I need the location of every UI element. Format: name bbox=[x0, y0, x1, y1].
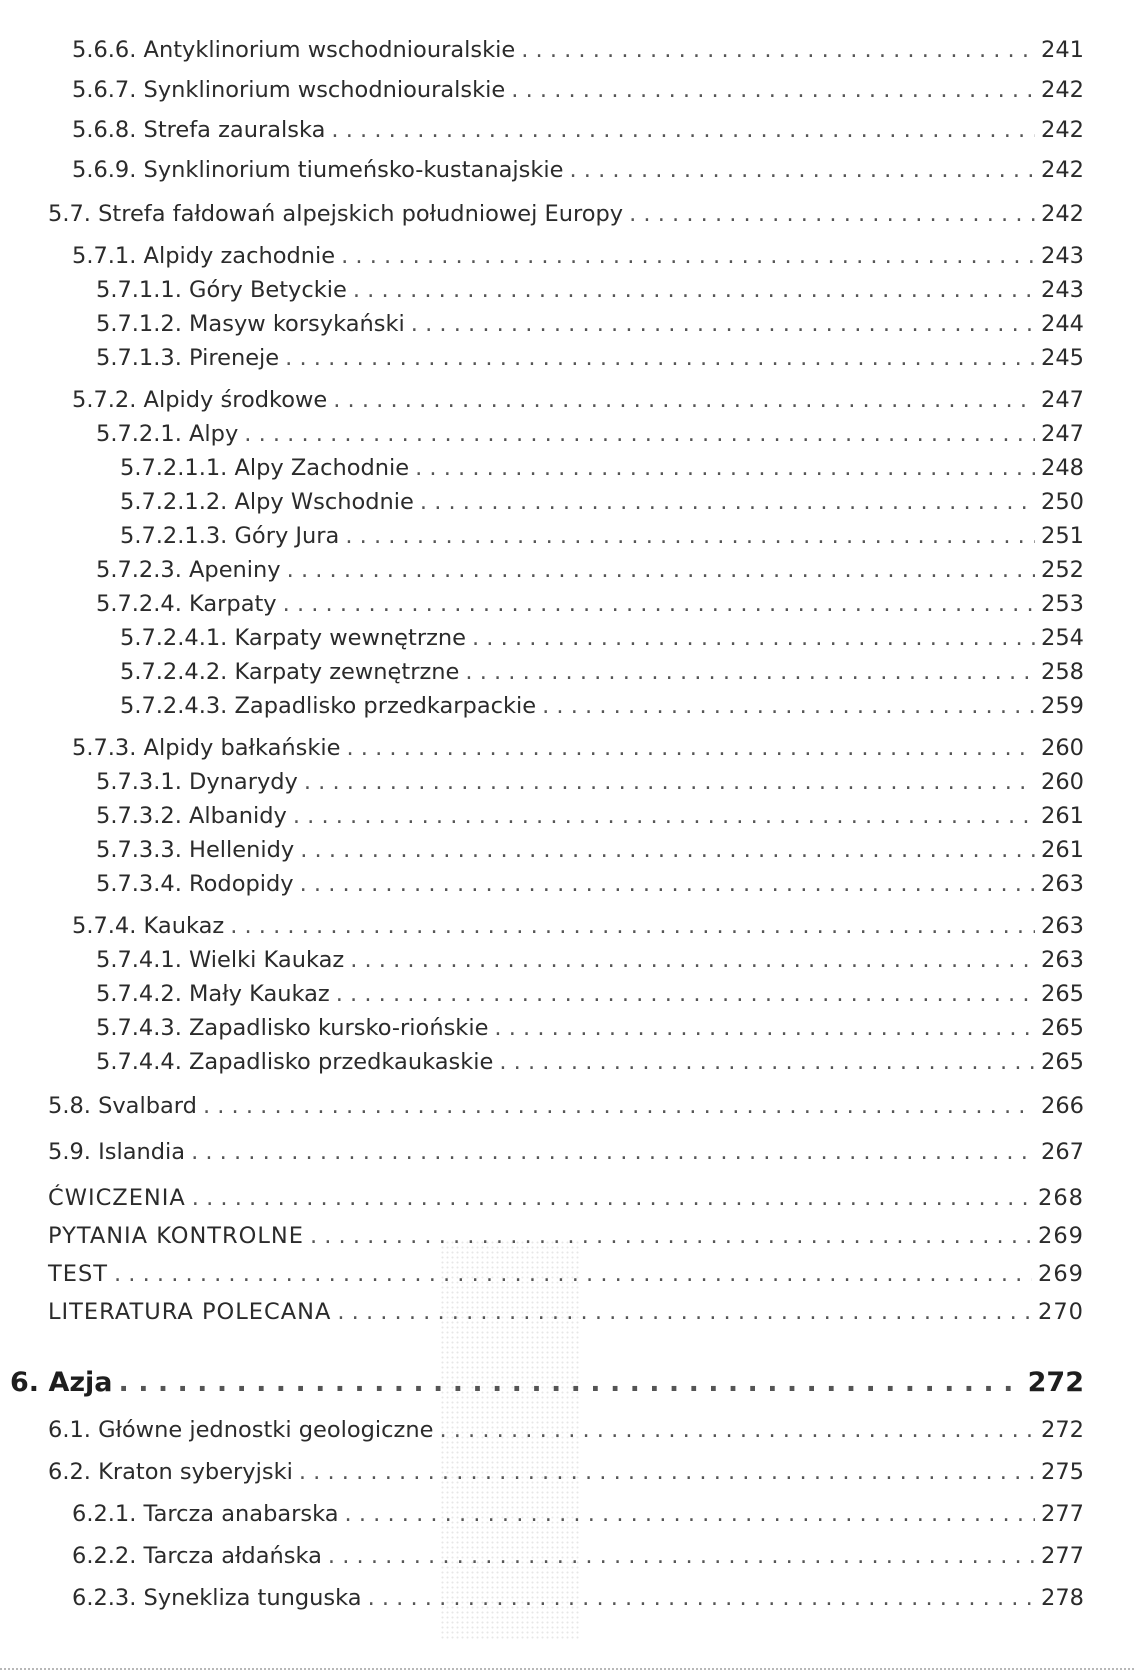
toc-entry-title: 5.6.7. Synklinorium wschodniouralskie bbox=[72, 77, 506, 103]
toc-entry-page: 265 bbox=[1041, 981, 1084, 1007]
toc-entry-page: 260 bbox=[1041, 735, 1084, 761]
toc-leader-dots bbox=[244, 420, 1035, 448]
toc-leader-dots bbox=[346, 734, 1035, 762]
toc-entry bbox=[120, 488, 1084, 516]
toc-leader-dots bbox=[293, 802, 1035, 830]
toc-entry-page: 267 bbox=[1041, 1139, 1084, 1165]
toc-leader-dots bbox=[472, 624, 1035, 652]
toc-chapter-entry bbox=[10, 1366, 1084, 1400]
toc-entry bbox=[48, 1138, 1084, 1166]
toc-entry-page: 277 bbox=[1041, 1501, 1084, 1527]
toc-entry bbox=[72, 1542, 1084, 1570]
toc-entry-title: 5.6.6. Antyklinorium wschodniouralskie bbox=[72, 37, 516, 63]
toc-entry-title: 6.2. Kraton syberyjski bbox=[48, 1459, 293, 1485]
toc-entry bbox=[120, 522, 1084, 550]
toc-entry-page: 269 bbox=[1038, 1261, 1084, 1287]
toc-entry bbox=[96, 1014, 1084, 1042]
toc-entry bbox=[48, 1458, 1084, 1486]
toc-entry bbox=[96, 556, 1084, 584]
toc-entry-title: 5.7.2.1. Alpy bbox=[96, 421, 239, 447]
toc-entry-page: 244 bbox=[1041, 311, 1084, 337]
toc-entry bbox=[72, 242, 1084, 270]
toc-leader-dots bbox=[345, 1500, 1036, 1528]
toc-entry-page: 248 bbox=[1041, 455, 1084, 481]
toc-entry bbox=[96, 768, 1084, 796]
toc-entry-title: PYTANIA KONTROLNE bbox=[48, 1223, 304, 1249]
toc-leader-dots bbox=[569, 156, 1035, 184]
toc-entry bbox=[96, 344, 1084, 372]
toc-leader-dots bbox=[203, 1092, 1035, 1120]
toc-entry-page: 242 bbox=[1041, 201, 1084, 227]
toc-entry-title: 5.7.1.1. Góry Betyckie bbox=[96, 277, 347, 303]
toc-entry bbox=[96, 590, 1084, 618]
toc-entry-title: 6.2.3. Synekliza tunguska bbox=[72, 1585, 362, 1611]
toc-leader-dots bbox=[336, 980, 1035, 1008]
toc-entry bbox=[48, 1092, 1084, 1120]
toc-entry-page: 261 bbox=[1041, 803, 1084, 829]
toc-entry bbox=[72, 1500, 1084, 1528]
toc-leader-dots bbox=[415, 454, 1035, 482]
toc-entry-page: 247 bbox=[1041, 421, 1084, 447]
toc-entry bbox=[72, 36, 1084, 64]
toc-entry bbox=[48, 1222, 1084, 1250]
toc-entry-title: 5.7.2.4.2. Karpaty zewnętrzne bbox=[120, 659, 460, 685]
toc-entry-title: 5.7.2. Alpidy środkowe bbox=[72, 387, 328, 413]
toc-leader-dots bbox=[465, 658, 1035, 686]
toc-leader-dots bbox=[230, 912, 1035, 940]
toc-entry-title: 5.7.2.4.3. Zapadlisko przedkarpackie bbox=[120, 693, 537, 719]
toc-entry-page: 259 bbox=[1041, 693, 1084, 719]
toc-entry-page: 263 bbox=[1041, 947, 1084, 973]
toc-entry-title: 5.7.4.1. Wielki Kaukaz bbox=[96, 947, 345, 973]
toc-leader-dots bbox=[328, 1542, 1035, 1570]
toc-leader-dots bbox=[368, 1584, 1035, 1612]
toc-entry-page: 260 bbox=[1041, 769, 1084, 795]
toc-entry bbox=[48, 1298, 1084, 1326]
toc-entry-title: 5.7.3.3. Hellenidy bbox=[96, 837, 295, 863]
toc-entry-page: 265 bbox=[1041, 1049, 1084, 1075]
toc-entry bbox=[72, 734, 1084, 762]
toc-entry-title: 5.7.2.1.1. Alpy Zachodnie bbox=[120, 455, 410, 481]
toc-leader-dots bbox=[439, 1416, 1035, 1444]
toc-leader-dots bbox=[333, 386, 1035, 414]
toc-leader-dots bbox=[285, 344, 1035, 372]
toc-entry-title: 5.7.4. Kaukaz bbox=[72, 913, 225, 939]
toc-entry bbox=[120, 692, 1084, 720]
toc-leader-dots bbox=[345, 522, 1035, 550]
toc-entry bbox=[48, 1416, 1084, 1444]
toc-entry-page: 251 bbox=[1041, 523, 1084, 549]
toc-leader-dots bbox=[341, 242, 1035, 270]
toc-entry-title: 5.7.2.1.2. Alpy Wschodnie bbox=[120, 489, 414, 515]
toc-entry-title: 5.7.4.4. Zapadlisko przedkaukaskie bbox=[96, 1049, 494, 1075]
toc-leader-dots bbox=[299, 1458, 1035, 1486]
toc-entry-page: 269 bbox=[1038, 1223, 1084, 1249]
toc-entry bbox=[72, 76, 1084, 104]
toc-entry bbox=[120, 624, 1084, 652]
toc-leader-dots bbox=[494, 1014, 1035, 1042]
toc-entry-page: 265 bbox=[1041, 1015, 1084, 1041]
toc-entry bbox=[96, 802, 1084, 830]
toc-entry-title: 6.1. Główne jednostki geologiczne bbox=[48, 1417, 434, 1443]
toc-entry bbox=[96, 946, 1084, 974]
toc-leader-dots bbox=[337, 1298, 1032, 1326]
toc-leader-dots bbox=[350, 946, 1035, 974]
toc-entry-title: 5.7.3.4. Rodopidy bbox=[96, 871, 294, 897]
toc-leader-dots bbox=[191, 1138, 1035, 1166]
toc-entry-page: 258 bbox=[1041, 659, 1084, 685]
toc-entry bbox=[48, 1184, 1084, 1212]
toc-entry bbox=[48, 200, 1084, 228]
toc-entry-title: 6.2.2. Tarcza ałdańska bbox=[72, 1543, 322, 1569]
toc-leader-dots bbox=[310, 1222, 1032, 1250]
toc-entry-page: 254 bbox=[1041, 625, 1084, 651]
toc-entry-title: 5.7.3.2. Albanidy bbox=[96, 803, 287, 829]
toc-entry bbox=[96, 1048, 1084, 1076]
toc-entry bbox=[72, 386, 1084, 414]
toc-entry bbox=[96, 276, 1084, 304]
toc-entry-page: 263 bbox=[1041, 913, 1084, 939]
toc-entry-title: 6.2.1. Tarcza anabarska bbox=[72, 1501, 339, 1527]
toc-entry-page: 242 bbox=[1041, 77, 1084, 103]
toc-entry-page: 252 bbox=[1041, 557, 1084, 583]
toc-entry bbox=[96, 420, 1084, 448]
toc-entry bbox=[72, 1584, 1084, 1612]
toc-entry-page: 261 bbox=[1041, 837, 1084, 863]
toc-entry-page: 245 bbox=[1041, 345, 1084, 371]
toc-entry-page: 243 bbox=[1041, 277, 1084, 303]
toc-entry bbox=[72, 156, 1084, 184]
toc-entry-title: 5.7.2.1.3. Góry Jura bbox=[120, 523, 340, 549]
toc-leader-dots bbox=[300, 870, 1035, 898]
toc-leader-dots bbox=[331, 116, 1035, 144]
toc-entry bbox=[96, 870, 1084, 898]
toc-entry-title: 5.7.2.3. Apeniny bbox=[96, 557, 281, 583]
toc-entry-title: LITERATURA POLECANA bbox=[48, 1299, 332, 1325]
toc-entry-title: 5.7.3.1. Dynarydy bbox=[96, 769, 298, 795]
toc-entry-title: 5.7.4.3. Zapadlisko kursko-riońskie bbox=[96, 1015, 489, 1041]
toc-entry-title: 5.6.9. Synklinorium tiumeńsko-kustanajskie bbox=[72, 157, 564, 183]
toc-leader-dots bbox=[287, 556, 1035, 584]
toc-leader-dots bbox=[192, 1184, 1032, 1212]
toc-leader-dots bbox=[629, 200, 1035, 228]
toc-entry-title: 5.7.4.2. Mały Kaukaz bbox=[96, 981, 330, 1007]
toc-entry-title: 5.9. Islandia bbox=[48, 1139, 186, 1165]
toc-entry-title: 5.7.2.4. Karpaty bbox=[96, 591, 277, 617]
toc-entry-title: 5.7.3. Alpidy bałkańskie bbox=[72, 735, 341, 761]
toc-leader-dots bbox=[521, 36, 1035, 64]
toc-entry bbox=[120, 658, 1084, 686]
toc-leader-dots bbox=[119, 1366, 1022, 1400]
toc-leader-dots bbox=[499, 1048, 1035, 1076]
toc-entry-page: 272 bbox=[1027, 1367, 1084, 1398]
toc-entry-page: 266 bbox=[1041, 1093, 1084, 1119]
toc-entry-page: 242 bbox=[1041, 117, 1084, 143]
toc-entry-page: 243 bbox=[1041, 243, 1084, 269]
toc-entry-page: 263 bbox=[1041, 871, 1084, 897]
toc-leader-dots bbox=[304, 768, 1035, 796]
toc-entry bbox=[72, 116, 1084, 144]
toc-entry-page: 241 bbox=[1041, 37, 1084, 63]
toc-entry-title: 5.6.8. Strefa zauralska bbox=[72, 117, 326, 143]
toc-entry bbox=[48, 1260, 1084, 1288]
toc-entry bbox=[72, 912, 1084, 940]
toc-entry-page: 270 bbox=[1038, 1299, 1084, 1325]
toc-entry-title: 5.7. Strefa fałdowań alpejskich południowej Europy bbox=[48, 201, 624, 227]
toc-entry-page: 277 bbox=[1041, 1543, 1084, 1569]
toc-entry-title: 5.7.1.2. Masyw korsykański bbox=[96, 311, 405, 337]
toc-entry-title: 5.7.2.4.1. Karpaty wewnętrzne bbox=[120, 625, 466, 651]
toc-entry-title: ĆWICZENIA bbox=[48, 1185, 186, 1211]
toc-entry-title: 5.8. Svalbard bbox=[48, 1093, 197, 1119]
toc-entry-page: 250 bbox=[1041, 489, 1084, 515]
toc-entry-page: 275 bbox=[1041, 1459, 1084, 1485]
toc-entry bbox=[96, 836, 1084, 864]
toc-leader-dots bbox=[542, 692, 1035, 720]
toc-leader-dots bbox=[283, 590, 1035, 618]
toc-entry-page: 268 bbox=[1038, 1185, 1084, 1211]
toc-leader-dots bbox=[420, 488, 1035, 516]
toc-entry-title: 6. Azja bbox=[10, 1367, 113, 1398]
toc-entry bbox=[96, 310, 1084, 338]
toc-entry-page: 272 bbox=[1041, 1417, 1084, 1443]
toc-entry-title: 5.7.1. Alpidy zachodnie bbox=[72, 243, 336, 269]
toc-leader-dots bbox=[411, 310, 1035, 338]
toc-entry bbox=[96, 980, 1084, 1008]
toc-entry-title: 5.7.1.3. Pireneje bbox=[96, 345, 280, 371]
toc-entry-page: 242 bbox=[1041, 157, 1084, 183]
toc-entry-page: 278 bbox=[1041, 1585, 1084, 1611]
toc-leader-dots bbox=[300, 836, 1035, 864]
page-bottom-edge bbox=[0, 1668, 1134, 1670]
toc-leader-dots bbox=[114, 1260, 1032, 1288]
toc-entry-page: 253 bbox=[1041, 591, 1084, 617]
toc-leader-dots bbox=[353, 276, 1035, 304]
toc-entry-title: TEST bbox=[48, 1261, 108, 1287]
toc-entry-page: 247 bbox=[1041, 387, 1084, 413]
toc-leader-dots bbox=[511, 76, 1035, 104]
toc-entry bbox=[120, 454, 1084, 482]
